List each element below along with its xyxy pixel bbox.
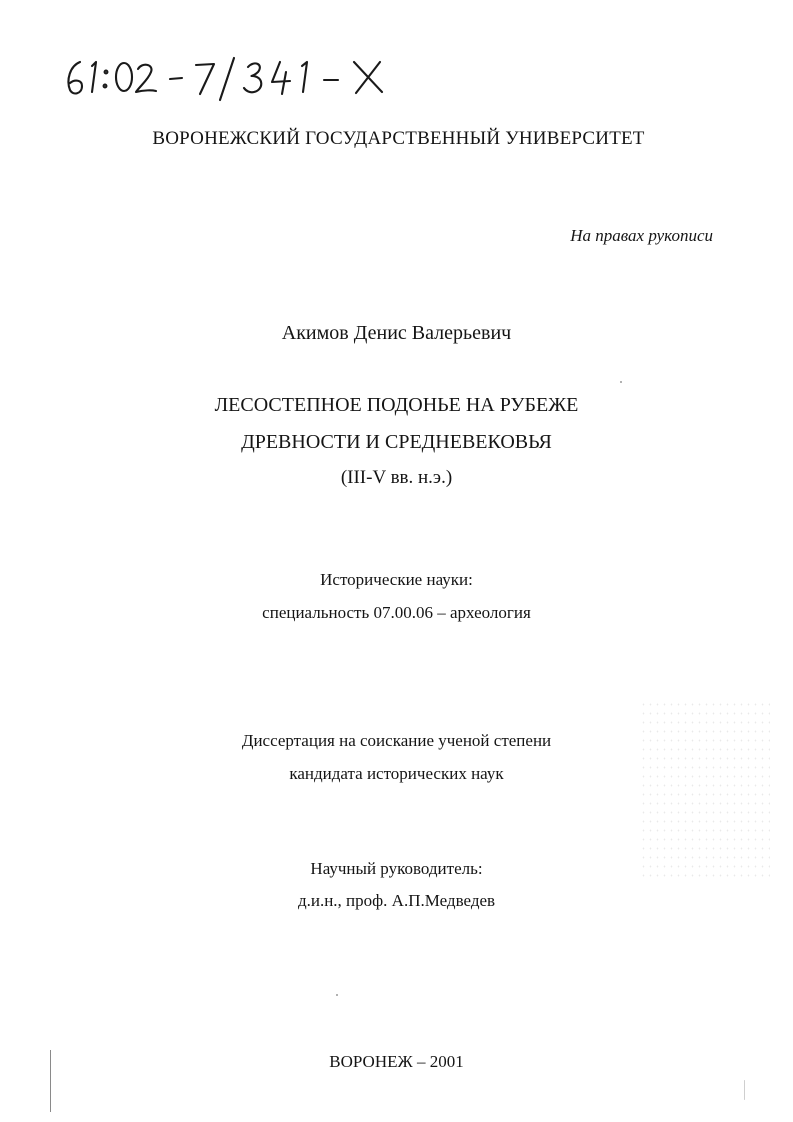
dissertation-purpose-line-1: Диссертация на соискание ученой степени [241,731,552,750]
dissertation-title-line-2: ДРЕВНОСТИ И СРЕДНЕВЕКОВЬЯ [241,431,552,453]
dissertation-title-line-3: (III-V вв. н.э.) [340,467,453,488]
dissertation-title-line-1: ЛЕСОСТЕПНОЕ ПОДОНЬЕ НА РУБЕЖЕ [214,394,579,416]
scan-noise-area [640,700,770,880]
city-and-year: ВОРОНЕЖ – 2001 [329,1052,464,1071]
science-field: Исторические науки: [320,570,473,589]
scan-margin-line [50,1050,51,1112]
university-name: ВОРОНЕЖСКИЙ ГОСУДАРСТВЕННЫЙ УНИВЕРСИТЕТ [152,128,645,149]
supervisor-name: д.и.н., проф. А.П.Медведев [297,891,496,910]
supervisor-label: Научный руководитель: [310,859,483,878]
handwritten-code-drawing [58,52,418,104]
scan-speck [620,381,622,383]
handwritten-archive-code [58,52,418,104]
dissertation-purpose-line-2: кандидата исторических наук [289,764,504,783]
author-name: Акимов Денис Валерьевич [281,322,512,344]
manuscript-rights-note: На правах рукописи [570,226,713,245]
scan-speck [336,994,338,996]
specialty-code: специальность 07.00.06 – археология [262,603,531,622]
scan-speck [744,1080,745,1100]
